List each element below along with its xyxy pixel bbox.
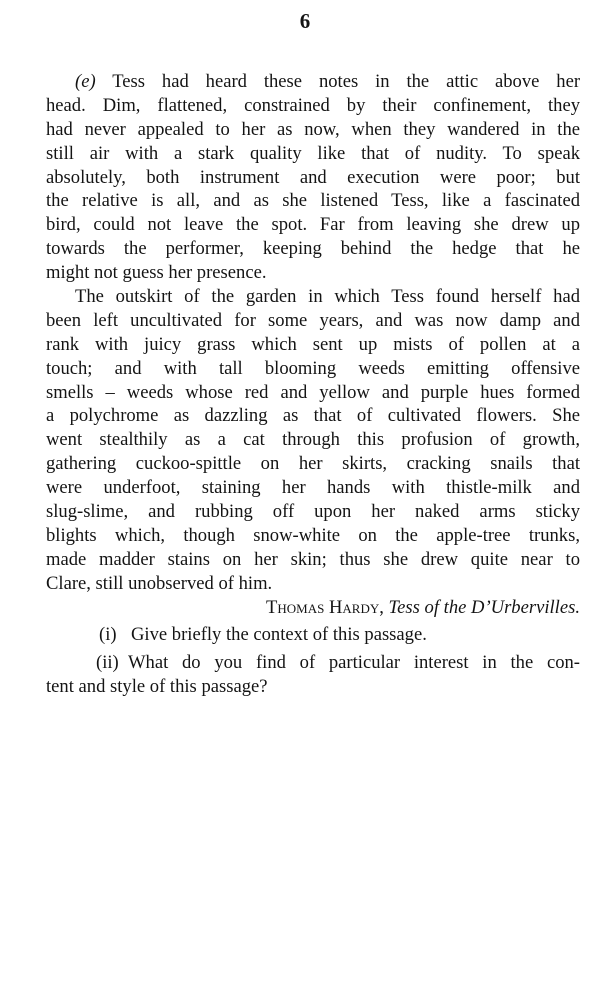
- work-title: Tess of the D’Urbervilles.: [388, 596, 580, 618]
- passage-label: (e): [75, 71, 96, 92]
- exam-passage: [46, 70, 580, 699]
- passage-line: might not guess her presence.: [46, 262, 267, 284]
- passage-line: (e) Tess had heard these notes in the attic above her: [75, 71, 581, 92]
- passage-line: still air with a stark quality like that of nudity. To speak: [46, 142, 580, 164]
- passage-paragraph-2: [46, 285, 580, 596]
- passage-line: blights which, though snow-white on the apple-tree trunks,: [46, 524, 580, 546]
- passage-line: a polychrome as dazzling as that of cultivated flowers. She: [46, 405, 580, 427]
- passage-line: were underfoot, staining her hands with thistle-milk and: [46, 477, 580, 499]
- question-number: (ii): [96, 651, 119, 673]
- passage-line: smells – weeds whose red and yellow and purple hues formed: [46, 381, 580, 403]
- question-line: [46, 651, 580, 675]
- question-number: (i): [99, 623, 117, 645]
- passage-line: been left uncultivated for some years, and was now damp and: [46, 309, 580, 331]
- passage-line: head. Dim, flattened, constrained by their confinement, they: [46, 94, 580, 116]
- passage-line: slug-slime, and rubbing off upon her naked arms sticky: [46, 501, 580, 523]
- passage-line: The outskirt of the garden in which Tess found herself had: [75, 286, 580, 308]
- author-name: Thomas Hardy: [266, 596, 380, 618]
- passage-line: gathering cuckoo-spittle on her skirts, cracking snails that: [46, 453, 580, 475]
- passage-line: bird, could not leave the spot. Far from leaving she drew up: [46, 214, 580, 236]
- passage-line: the relative is all, and as she listened Tess, like a fascinated: [46, 190, 580, 212]
- passage-line: went stealthily as a cat through this profusion of growth,: [46, 429, 580, 451]
- passage-line: rank with juicy grass which sent up mists of pollen at a: [46, 333, 580, 355]
- question-text: Give briefly the context of this passage.: [131, 623, 427, 645]
- passage-line: Clare, still unobserved of him.: [46, 572, 273, 594]
- passage-attribution: Thomas Hardy, Tess of the D’Urbervilles.: [266, 596, 580, 618]
- passage-line: made madder stains on her skin; thus she drew quite near to: [46, 548, 580, 570]
- passage-line: absolutely, both instrument and execution were poor; but: [46, 166, 580, 188]
- passage-line: touch; and with tall blooming weeds emitting offensive: [46, 357, 580, 379]
- passage-paragraph-1: [46, 70, 580, 285]
- question-ii: [46, 651, 580, 699]
- question-i: [46, 623, 580, 647]
- question-text: What do you find of particular interest in the con-: [128, 651, 580, 673]
- page-number: 6: [299, 9, 311, 33]
- question-line: tent and style of this passage?: [46, 675, 268, 697]
- passage-line: towards the performer, keeping behind the hedge that he: [46, 238, 580, 260]
- passage-line: had never appealed to her as now, when they wandered in the: [46, 118, 580, 140]
